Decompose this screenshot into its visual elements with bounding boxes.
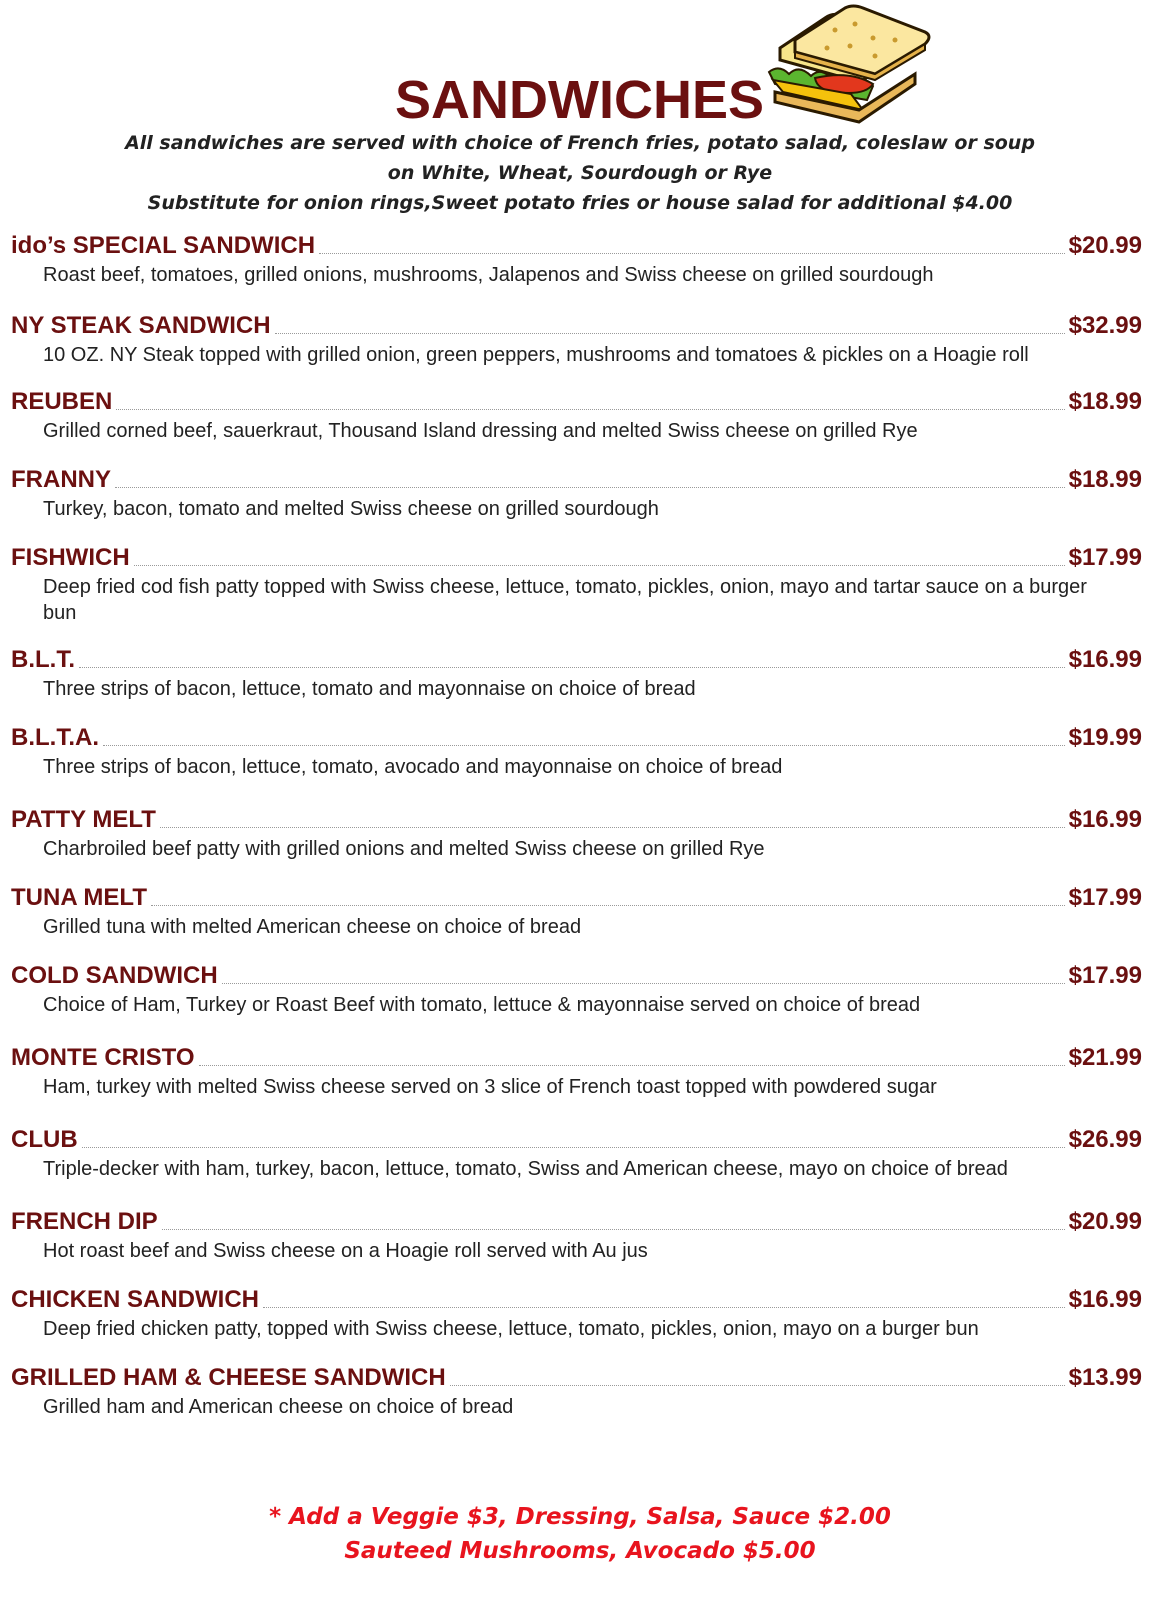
menu-item-price: $17.99 — [1068, 884, 1142, 911]
menu-item-description: Hot roast beef and Swiss cheese on a Hoagie roll served with Au jus — [43, 1240, 648, 1262]
menu-item-description: Grilled ham and American cheese on choice of bread — [43, 1396, 514, 1418]
menu-item-description: Triple-decker with ham, turkey, bacon, lettuce, tomato, Swiss and American cheese, mayo on choice of bread — [43, 1158, 1008, 1180]
dotted-leader — [115, 487, 1065, 488]
menu-item-price: $16.99 — [1068, 1286, 1142, 1313]
menu-item-row — [11, 960, 1142, 990]
menu-item-row — [11, 310, 1142, 340]
dotted-leader — [134, 565, 1065, 566]
menu-item-price: $26.99 — [1068, 1126, 1142, 1153]
page-title: SANDWICHES — [395, 70, 765, 130]
dotted-leader — [319, 253, 1065, 254]
menu-item-description: Turkey, bacon, tomato and melted Swiss cheese on grilled sourdough — [43, 498, 659, 520]
menu-item-row — [11, 1284, 1142, 1314]
menu-item-description: Three strips of bacon, lettuce, tomato and mayonnaise on choice of bread — [43, 678, 696, 700]
menu-item-price: $19.99 — [1068, 724, 1142, 751]
menu-item-description: Charbroiled beef patty with grilled onions and melted Swiss cheese on grilled Rye — [43, 838, 765, 860]
menu-item-name: CLUB — [11, 1126, 78, 1153]
menu-item-description: Ham, turkey with melted Swiss cheese served on 3 slice of French toast topped with powdered sugar — [43, 1076, 937, 1098]
menu-item-price: $17.99 — [1068, 962, 1142, 989]
menu-item-name: ido’s SPECIAL SANDWICH — [11, 232, 316, 259]
menu-item-price: $16.99 — [1068, 646, 1142, 673]
menu-item-price: $13.99 — [1068, 1364, 1142, 1391]
menu-item-row — [11, 386, 1142, 416]
menu-item-name: FISHWICH — [11, 544, 130, 571]
menu-item-price: $18.99 — [1068, 466, 1142, 493]
dotted-leader — [116, 409, 1064, 410]
menu-item-name: B.L.T.A. — [11, 724, 99, 751]
menu-item-description: Choice of Ham, Turkey or Roast Beef with tomato, lettuce & mayonnaise served on choice of bread — [43, 994, 921, 1016]
menu-item-price: $21.99 — [1068, 1044, 1142, 1071]
menu-item-description: Grilled corned beef, sauerkraut, Thousand Island dressing and melted Swiss cheese on grilled Rye — [43, 420, 918, 442]
menu-item-name: COLD SANDWICH — [11, 962, 218, 989]
subtitle-bread-choice: on White, Wheat, Sourdough or Rye — [387, 162, 773, 184]
menu-item-price: $32.99 — [1068, 312, 1142, 339]
menu-item-price: $17.99 — [1068, 544, 1142, 571]
dotted-leader — [160, 827, 1065, 828]
menu-item-name: CHICKEN SANDWICH — [11, 1286, 259, 1313]
dotted-leader — [103, 745, 1065, 746]
footer-addons-extra: Sauteed Mushrooms, Avocado $5.00 — [344, 1538, 816, 1564]
menu-item-row — [11, 230, 1142, 260]
menu-item-description: Roast beef, tomatoes, grilled onions, mushrooms, Jalapenos and Swiss cheese on grilled sourdough — [43, 264, 934, 286]
menu-item-description: Deep fried cod fish patty topped with Swiss cheese, lettuce, tomato, pickles, onion, mayo and tartar sauce on a burger bun — [43, 576, 1087, 624]
menu-item-name: MONTE CRISTO — [11, 1044, 195, 1071]
dotted-leader — [450, 1385, 1065, 1386]
dotted-leader — [79, 667, 1065, 668]
dotted-leader — [275, 333, 1065, 334]
menu-item-row — [11, 1042, 1142, 1072]
menu-item-row — [11, 804, 1142, 834]
menu-item-name: NY STEAK SANDWICH — [11, 312, 271, 339]
menu-item-name: REUBEN — [11, 388, 113, 415]
menu-item-price: $20.99 — [1068, 232, 1142, 259]
menu-item-price: $18.99 — [1068, 388, 1142, 415]
menu-item-description: Deep fried chicken patty, topped with Swiss cheese, lettuce, tomato, pickles, onion, mayo on a burger bun — [43, 1318, 979, 1340]
menu-item-price: $20.99 — [1068, 1208, 1142, 1235]
menu-item-description: 10 OZ. NY Steak topped with grilled onion, green peppers, mushrooms and tomatoes & pickles on a Hoagie roll — [43, 344, 1029, 366]
menu-item-description: Three strips of bacon, lettuce, tomato, avocado and mayonnaise on choice of bread — [43, 756, 783, 778]
menu-item-name: GRILLED HAM & CHEESE SANDWICH — [11, 1364, 446, 1391]
menu-item-row — [11, 722, 1142, 752]
menu-item-row — [11, 644, 1142, 674]
menu-item-description: Grilled tuna with melted American cheese on choice of bread — [43, 916, 582, 938]
menu-item-price: $16.99 — [1068, 806, 1142, 833]
menu-item-row — [11, 464, 1142, 494]
dotted-leader — [82, 1147, 1065, 1148]
menu-item-name: TUNA MELT — [11, 884, 147, 911]
menu-header — [0, 0, 1160, 225]
menu-item-row — [11, 1124, 1142, 1154]
footer-addons: * Add a Veggie $3, Dressing, Salsa, Sauce $2.00 — [269, 1504, 891, 1530]
menu-item-row — [11, 542, 1142, 572]
dotted-leader — [263, 1307, 1065, 1308]
menu-item-name: FRANNY — [11, 466, 111, 493]
dotted-leader — [151, 905, 1065, 906]
dotted-leader — [162, 1229, 1065, 1230]
menu-item-row — [11, 1362, 1142, 1392]
subtitle-substitute: Substitute for onion rings,Sweet potato fries or house salad for additional $4.00 — [147, 192, 1013, 214]
dotted-leader — [199, 1065, 1065, 1066]
menu-item-row — [11, 1206, 1142, 1236]
menu-item-name: B.L.T. — [11, 646, 75, 673]
menu-item-row — [11, 882, 1142, 912]
sandwich-icon — [755, 0, 945, 135]
menu-item-name: PATTY MELT — [11, 806, 156, 833]
dotted-leader — [222, 983, 1065, 984]
subtitle-served-with: All sandwiches are served with choice of French fries, potato salad, coleslaw or soup — [125, 132, 1035, 154]
menu-item-name: FRENCH DIP — [11, 1208, 158, 1235]
